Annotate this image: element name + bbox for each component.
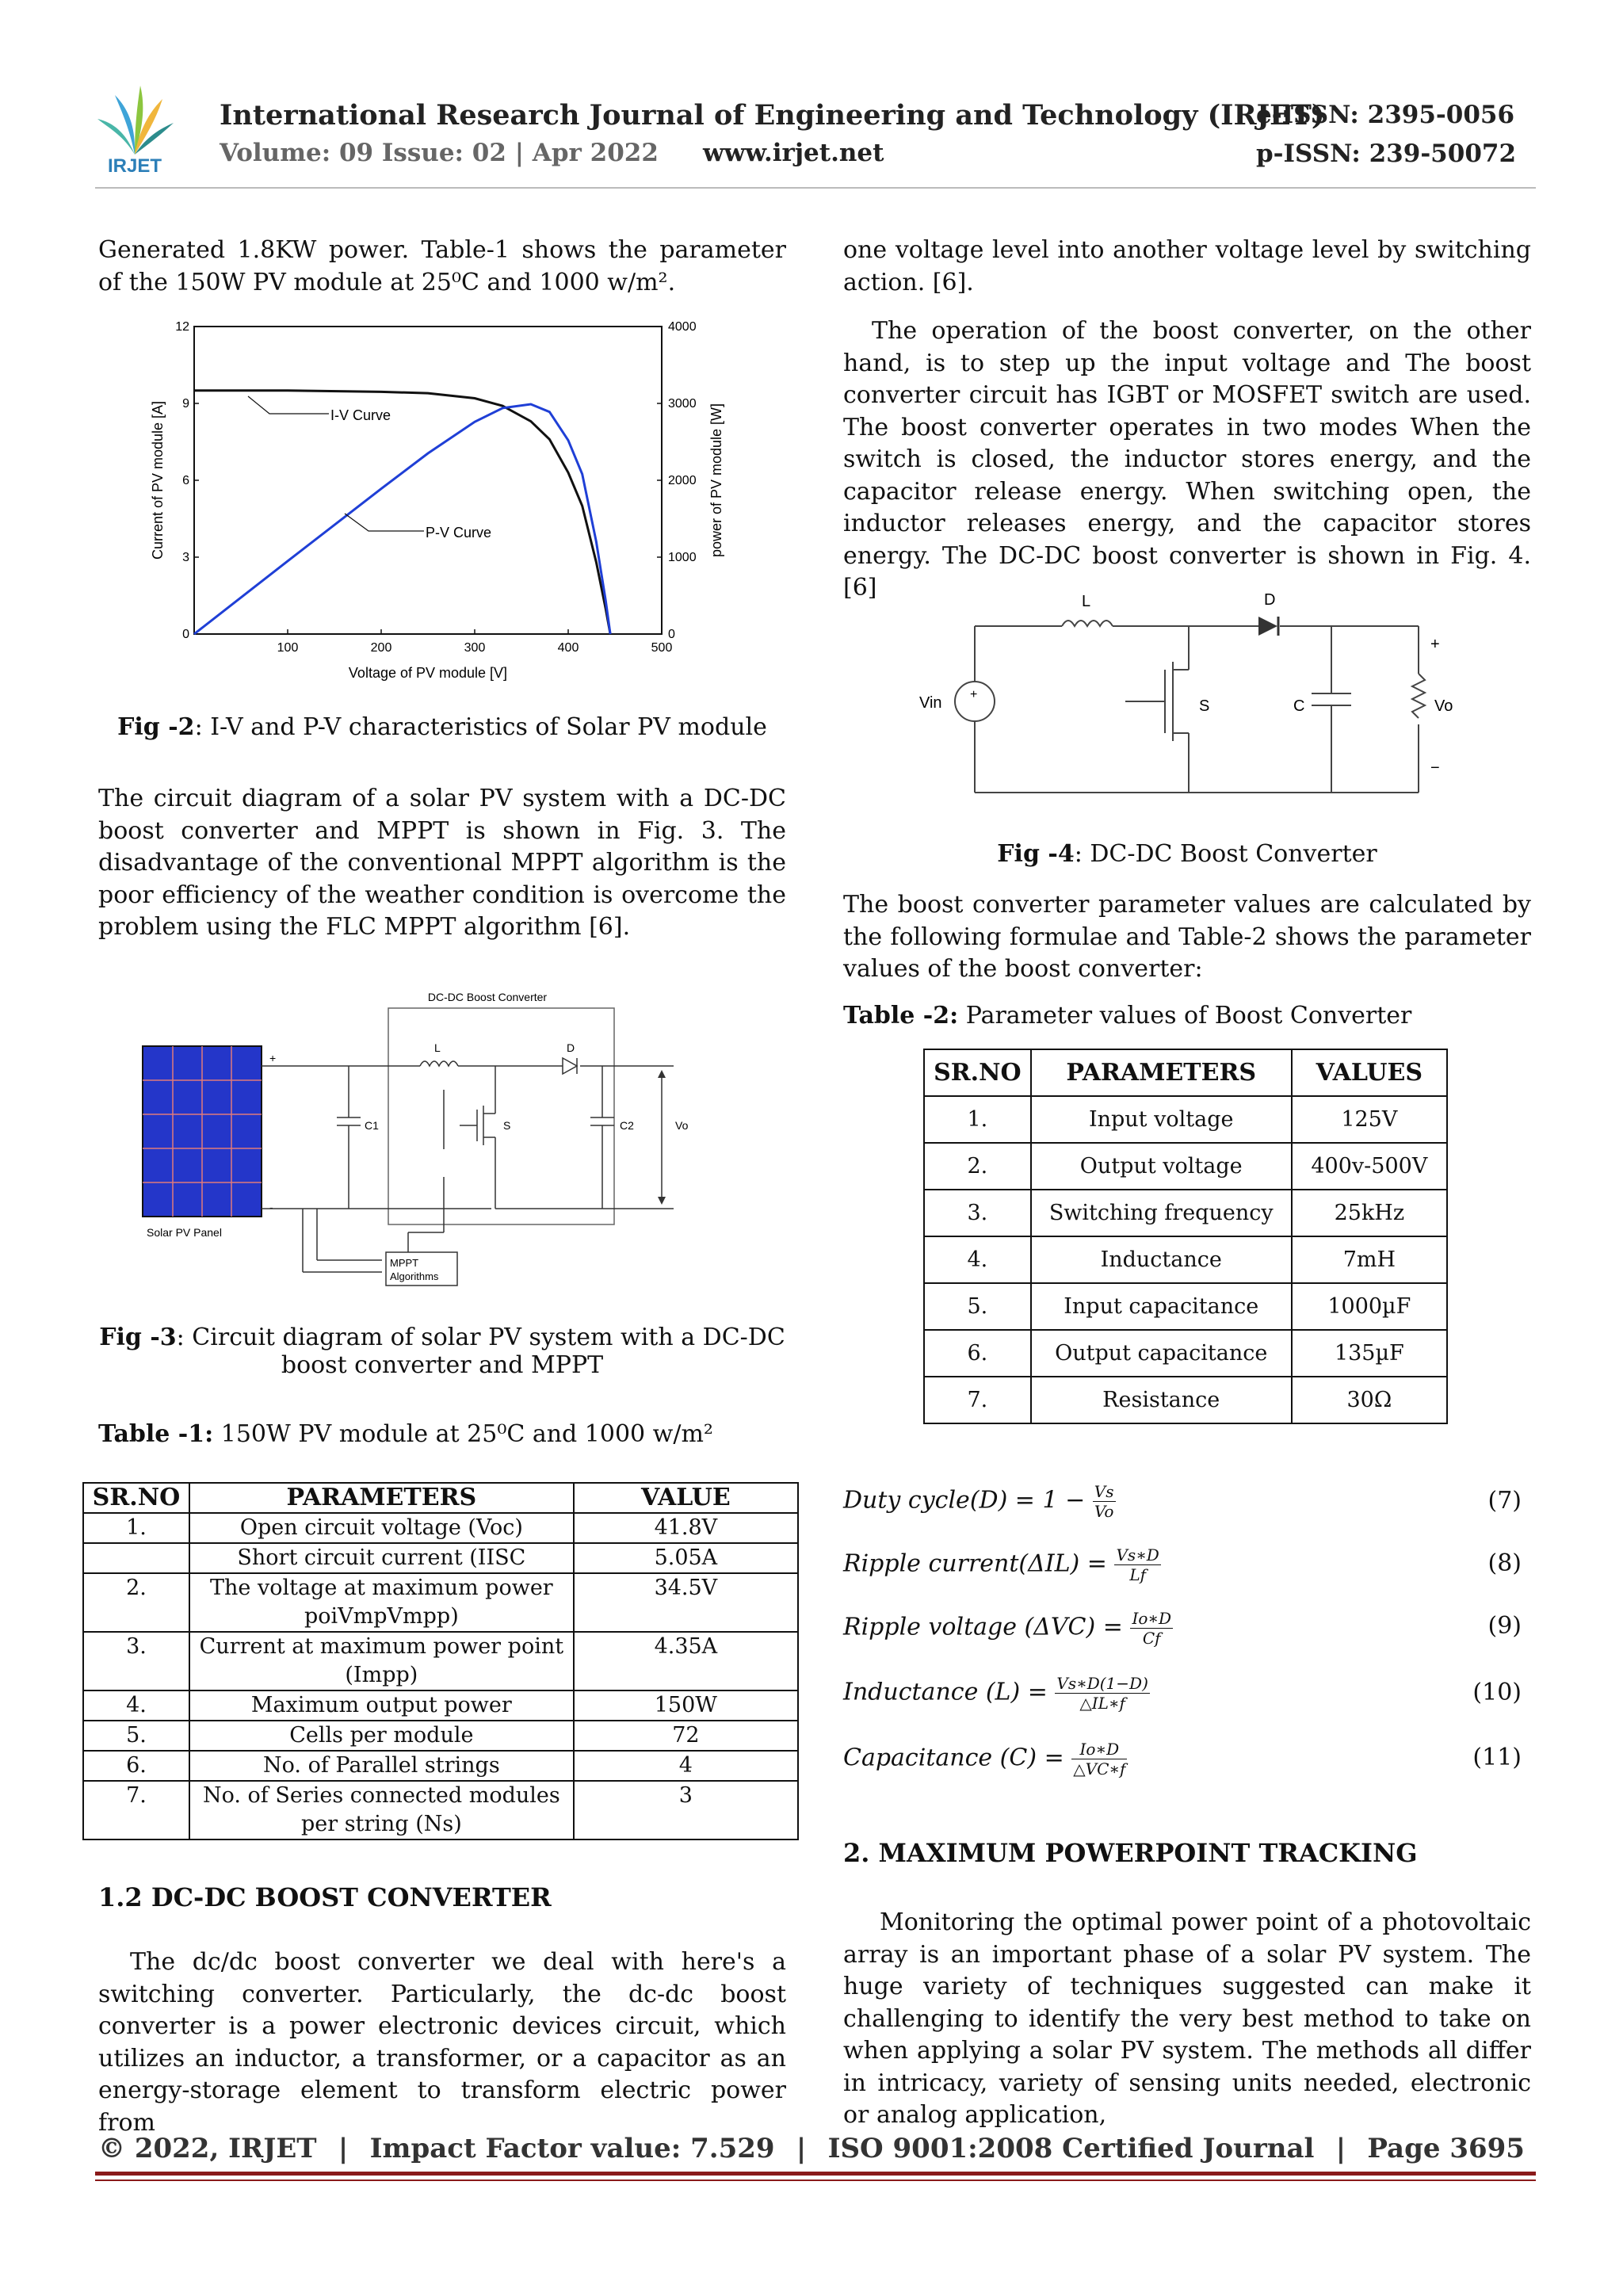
equation-7: Duty cycle(D) = 1 − $\frac{Vs}{Vo}$ xyxy=(843,1482,1114,1521)
svg-text:L: L xyxy=(434,1041,441,1054)
y-left-tick-label: 0 xyxy=(182,628,189,641)
fig2-chart xyxy=(143,313,745,693)
y-left-tick-label: 6 xyxy=(182,474,189,487)
equation-10: Inductance (L) = $\frac{Vs∗D(1-D)}{\triangle IL∗f}$ xyxy=(843,1674,1148,1713)
footer-copyright-text: © 2022, IRJET xyxy=(98,2133,317,2164)
fig4-caption: Fig -4: DC-DC Boost Converter xyxy=(997,840,1377,868)
y-right-tick-label: 3000 xyxy=(668,397,697,411)
svg-text:IRJET: IRJET xyxy=(107,155,162,174)
svg-text:S: S xyxy=(1199,697,1210,715)
section-heading-mppt: 2. MAXIMUM POWERPOINT TRACKING xyxy=(843,1838,1418,1868)
svg-text:S: S xyxy=(503,1119,511,1132)
x-tick-label: 500 xyxy=(651,641,673,655)
iv-curve-line xyxy=(194,391,610,634)
irjet-logo xyxy=(91,79,178,174)
equation-number: (11) xyxy=(1472,1744,1522,1771)
circuit-paragraph: The circuit diagram of a solar PV system with a DC-DC boost converter and MPPT is shown in Fig. 3. The disadvantage of the conventional MPPT algorithm is the poor efficiency of the weather condition is overcome the problem using the FLC MPPT algorithm [6]. xyxy=(98,785,786,941)
fig4-circuit xyxy=(911,583,1466,808)
y-left-tick-label: 9 xyxy=(182,397,189,411)
svg-text:Vo: Vo xyxy=(675,1119,689,1132)
x-tick-label: 400 xyxy=(557,641,579,655)
y-right-label: power of PV module [W] xyxy=(708,403,724,558)
diode-icon xyxy=(563,1058,577,1074)
svg-text:D: D xyxy=(1264,591,1276,609)
table-row: 2. Output voltage 400v-500V xyxy=(924,1143,1447,1190)
iv-pv-chart xyxy=(143,313,745,693)
table-row: 4. Inductance 7mH xyxy=(924,1236,1447,1283)
svg-text:Vin: Vin xyxy=(919,694,942,712)
footer-page: Page 3695 xyxy=(1367,2133,1525,2164)
y-right-tick-label: 0 xyxy=(668,628,675,641)
table-header-row: SR.NO PARAMETERS VALUE xyxy=(83,1483,798,1513)
svg-text:C2: C2 xyxy=(620,1119,634,1132)
table-2 xyxy=(923,1049,1448,1424)
svg-text:Algorithms: Algorithms xyxy=(390,1270,439,1282)
equation-number: (8) xyxy=(1487,1549,1522,1577)
table2-caption: Table -2: Parameter values of Boost Converter xyxy=(843,1002,1412,1030)
table-header-row: SR.NO PARAMETERS VALUES xyxy=(924,1049,1447,1096)
table-row: 1. Open circuit voltage (Voc) 41.8V xyxy=(83,1513,798,1543)
table1-caption: Table -1: 150W PV module at 25⁰C and 1000 w/m² xyxy=(98,1420,713,1448)
svg-text:+: + xyxy=(970,688,978,701)
equation-11: Capacitance (C) = $\frac{Io∗D}{\triangle VC∗f}$ xyxy=(843,1740,1126,1778)
table-row: 7. No. of Series connected modules per string (Ns) 3 xyxy=(83,1781,798,1839)
table-row: Short circuit current (IISC 5.05A xyxy=(83,1543,798,1573)
y-right-tick-label: 2000 xyxy=(668,474,697,487)
footer-separator: | xyxy=(796,2133,807,2164)
svg-text:D: D xyxy=(567,1041,575,1054)
eissn: e-ISSN: 2395-0056 xyxy=(1256,101,1515,129)
footer-rule-thin xyxy=(95,2179,1536,2181)
diode-icon xyxy=(1258,617,1277,636)
pv-curve-label: P-V Curve xyxy=(426,525,492,541)
section-heading-boost: 1.2 DC-DC BOOST CONVERTER xyxy=(98,1882,552,1912)
plot-frame xyxy=(194,327,662,634)
website-link[interactable]: www.irjet.net xyxy=(703,139,884,167)
solar-panel-icon xyxy=(143,1046,262,1217)
equation-number: (7) xyxy=(1487,1487,1522,1515)
operation-paragraph: The operation of the boost converter, on the other hand, is to step up the input voltage and The boost converter circuit has IGBT or MOSFET switch are used. The boost converter operates in two modes When the switch is closed, the inductor stores energy, and the capacitor release energy. When switching open, the inductor releases energy, and the capacitor stores energy. The DC-DC boost converter is shown in Fig. 4. [6] xyxy=(843,317,1531,602)
table-row: 5. Input capacitance 1000µF xyxy=(924,1283,1447,1330)
table-row: 5. Cells per module 72 xyxy=(83,1721,798,1751)
equation-number: (10) xyxy=(1472,1679,1522,1706)
table-row: 1. Input voltage 125V xyxy=(924,1096,1447,1143)
mppt-paragraph: Monitoring the optimal power point of a photovoltaic array is an important phase of a solar PV system. The huge variety of techniques suggested can make it challenging to identify the very best method to take on when applying a solar PV system. The methods all differ in intricacy, variety of sensing units needed, electronic or analog application, xyxy=(843,1908,1531,2129)
continued-paragraph: one voltage level into another voltage level by switching action. [6]. xyxy=(843,236,1531,296)
table-row: 6. Output capacitance 135µF xyxy=(924,1330,1447,1377)
x-tick-label: 300 xyxy=(464,641,486,655)
boost-paragraph: The dc/dc boost converter we deal with here's a switching converter. Particularly, the dc-dc boost converter is a power electronic devices circuit, which utilizes an inductor, a transformer, or a capacitor as an energy-storage element to transform electric power from xyxy=(98,1948,786,2137)
y-left-label: Current of PV module [A] xyxy=(150,400,166,560)
iv-curve-label: I-V Curve xyxy=(330,407,391,423)
footer-impact: Impact Factor value: 7.529 xyxy=(369,2133,775,2164)
svg-text:−: − xyxy=(1430,759,1440,777)
equation-9: Ripple voltage (ΔVC) = $\frac{Io∗D}{Cf}$ xyxy=(843,1609,1172,1648)
svg-text:+: + xyxy=(269,1052,277,1064)
table-row: 4. Maximum output power 150W xyxy=(83,1690,798,1721)
converter-box xyxy=(388,1008,614,1224)
svg-text:+: + xyxy=(1430,636,1440,653)
svg-text:MPPT: MPPT xyxy=(390,1257,419,1269)
y-left-tick-label: 12 xyxy=(175,320,189,334)
x-tick-label: 100 xyxy=(277,641,299,655)
footer-bar xyxy=(98,2133,1525,2164)
fig3-caption: Fig -3: Circuit diagram of solar PV system with a DC-DC boost converter and MPPT xyxy=(99,1324,785,1379)
table-row: 2. The voltage at maximum power poiVmpVmpp) 34.5V xyxy=(83,1573,798,1632)
y-left-tick-label: 3 xyxy=(182,551,189,564)
table-row: 3. Current at maximum power point (Impp) 4.35A xyxy=(83,1632,798,1690)
svg-text:Vo: Vo xyxy=(1434,697,1453,715)
svg-text:Solar PV Panel: Solar PV Panel xyxy=(147,1226,222,1239)
table-row: 6. No. of Parallel strings 4 xyxy=(83,1751,798,1781)
x-tick-label: 200 xyxy=(370,641,392,655)
parameter-paragraph: The boost converter parameter values are calculated by the following formulae and Table-2 shows the parameter values of the boost converter: xyxy=(843,891,1531,983)
svg-text:DC-DC Boost Converter: DC-DC Boost Converter xyxy=(427,991,548,1003)
fig2-caption: Fig -2: I-V and P-V characteristics of Solar PV module xyxy=(117,713,767,741)
svg-text:L: L xyxy=(1082,593,1091,610)
table-row: 3. Switching frequency 25kHz xyxy=(924,1190,1447,1236)
svg-text:C1: C1 xyxy=(365,1119,379,1132)
svg-text:-: - xyxy=(269,1201,273,1213)
equation-8: Ripple current(ΔIL) = $\frac{Vs∗D}{Lf}$ xyxy=(843,1545,1159,1584)
pissn: p-ISSN: 239-50072 xyxy=(1256,139,1517,168)
x-axis-label: Voltage of PV module [V] xyxy=(348,665,508,681)
volume-info: Volume: 09 Issue: 02 | Apr 2022 xyxy=(220,139,659,167)
journal-title: International Research Journal of Engineering and Technology (IRJET) xyxy=(220,99,1325,132)
table-1 xyxy=(82,1482,799,1840)
footer-separator: | xyxy=(338,2133,349,2164)
footer-iso: ISO 9001:2008 Certified Journal xyxy=(827,2133,1315,2164)
footer-separator: | xyxy=(1335,2133,1346,2164)
table-row: 7. Resistance 30Ω xyxy=(924,1377,1447,1423)
y-right-tick-label: 1000 xyxy=(668,551,697,564)
header-rule xyxy=(95,187,1536,189)
equation-number: (9) xyxy=(1487,1612,1522,1640)
intro-paragraph: Generated 1.8KW power. Table-1 shows the parameter of the 150W PV module at 25⁰C and 1000 w/m². xyxy=(98,236,786,296)
fig3-circuit xyxy=(135,987,737,1304)
y-right-tick-label: 4000 xyxy=(668,320,697,334)
footer-rule xyxy=(95,2172,1536,2176)
svg-text:C: C xyxy=(1293,697,1305,715)
